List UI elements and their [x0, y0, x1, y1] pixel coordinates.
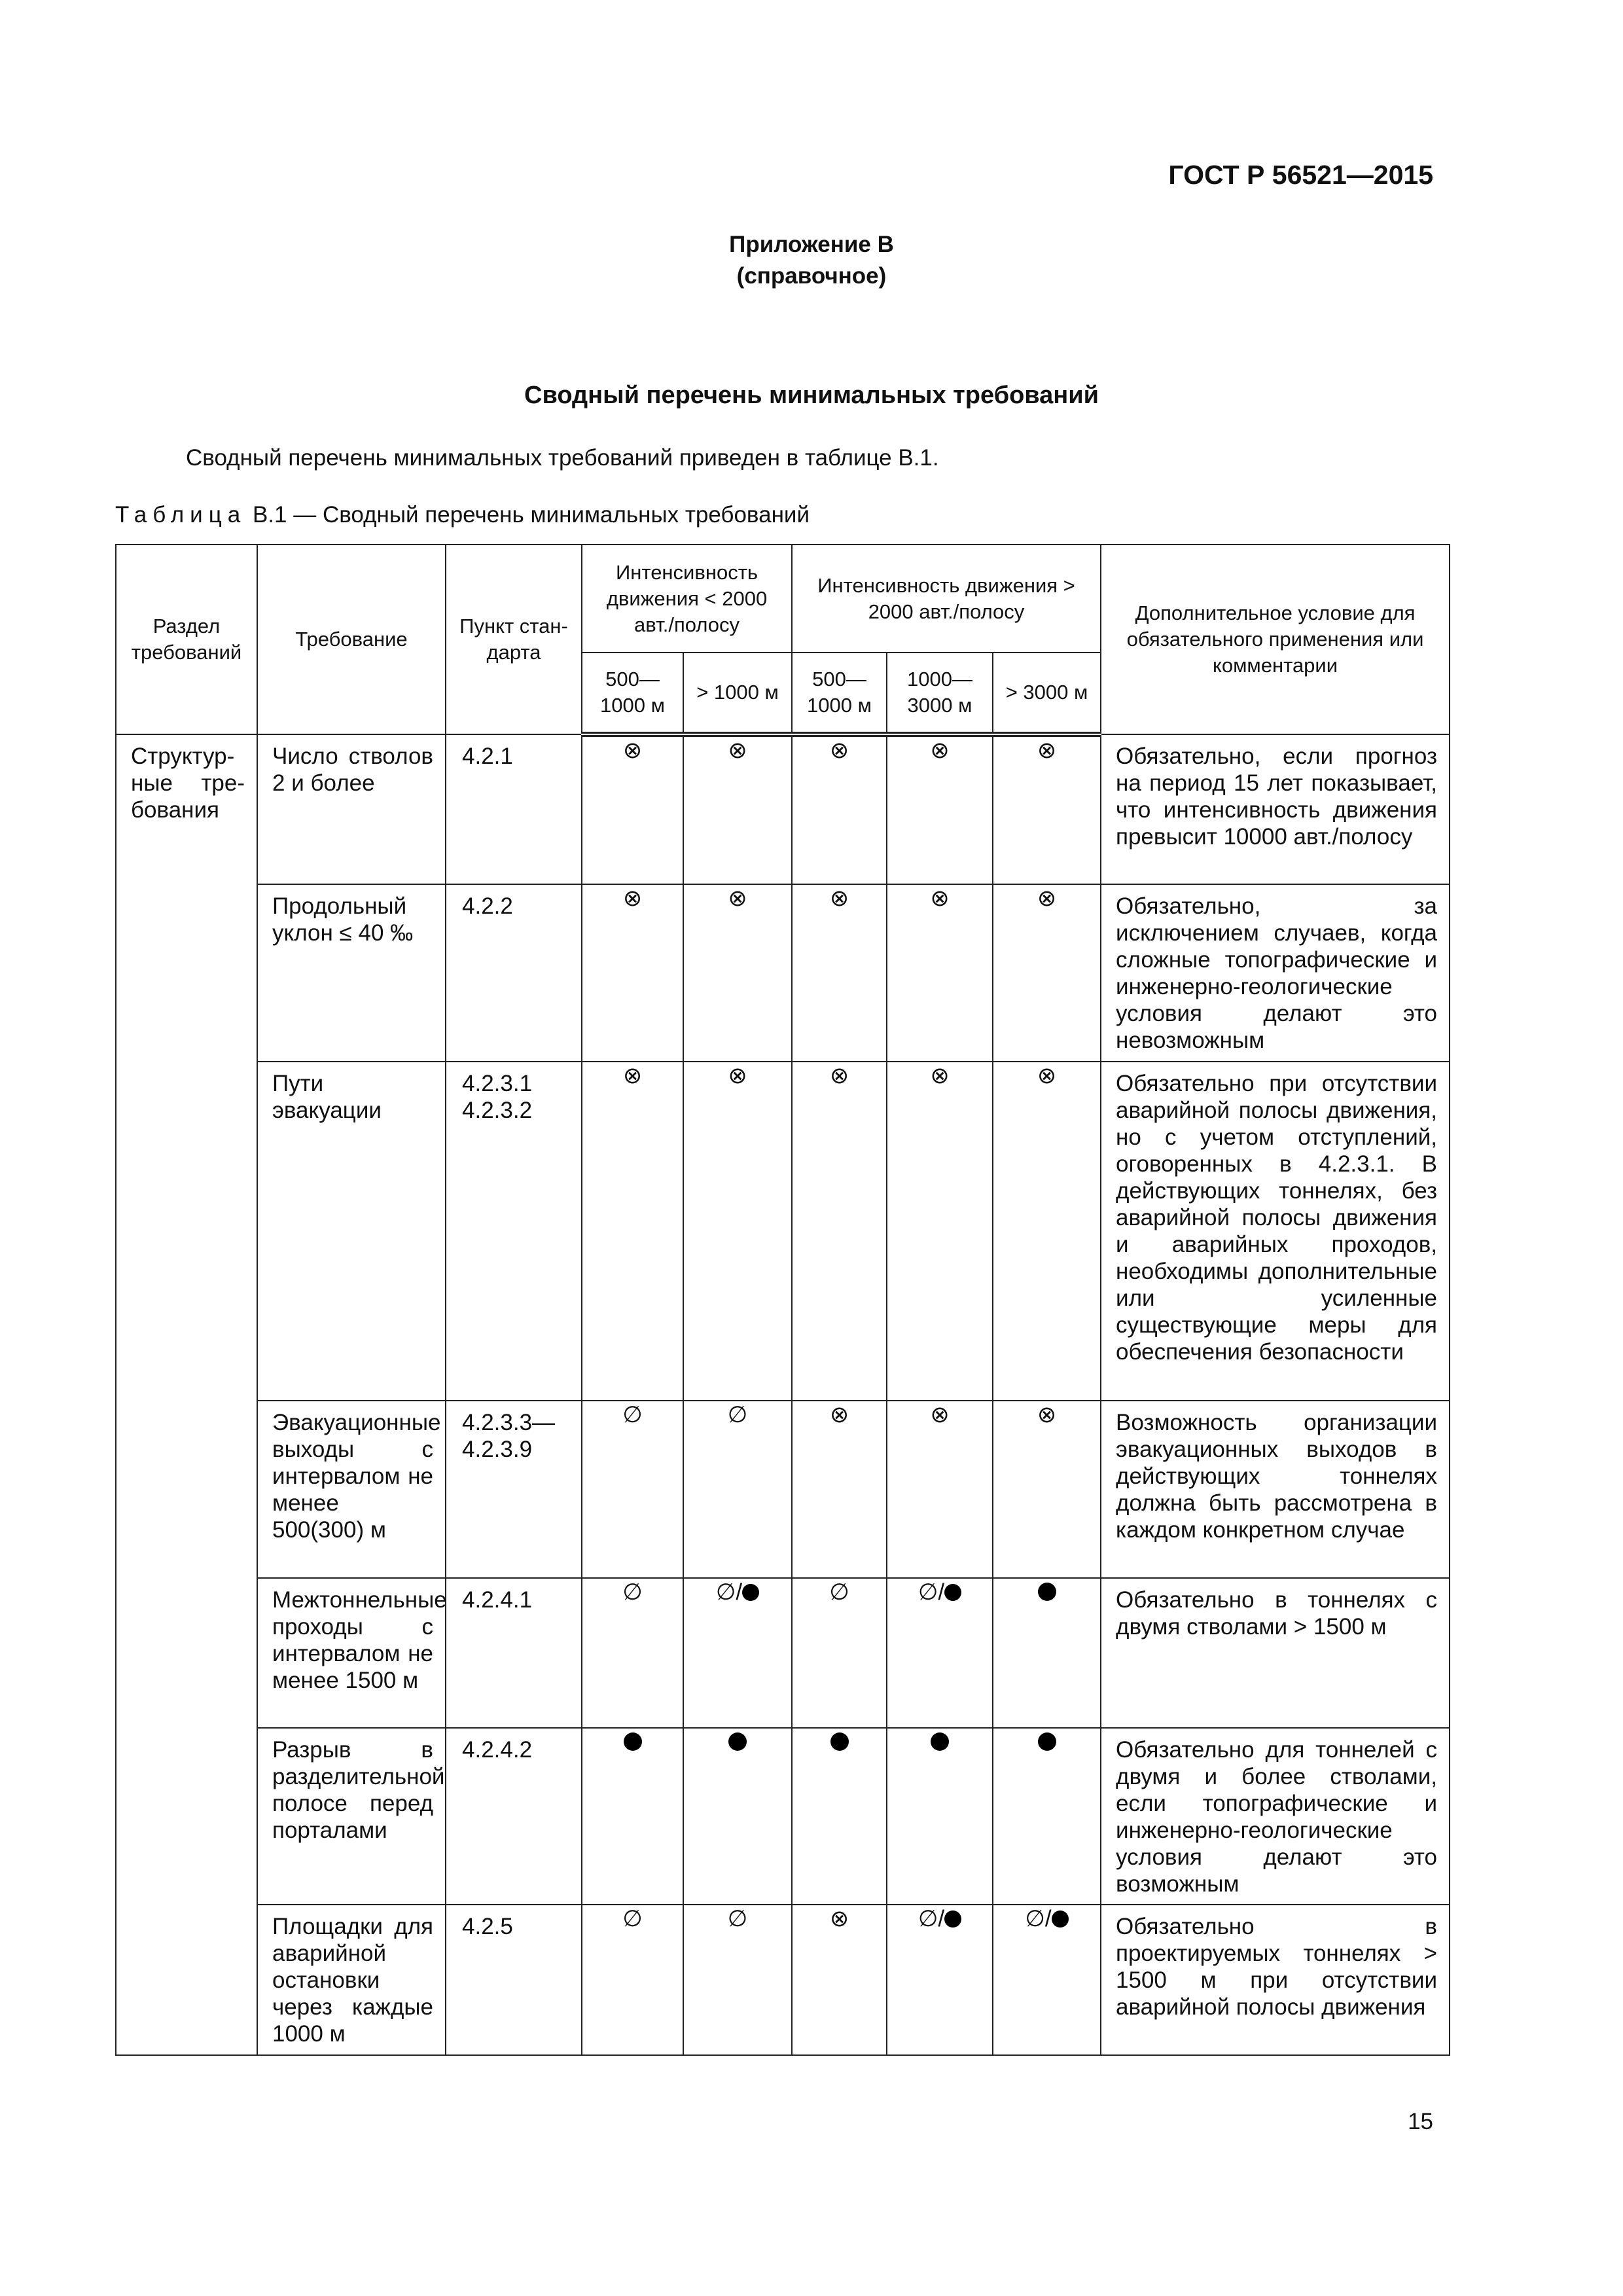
- clause-cell: [446, 1062, 582, 1401]
- requirement-text: Продольный уклон ≤ 40 ‰: [272, 893, 414, 946]
- page-number: 15: [1408, 2109, 1433, 2134]
- empty-set-icon: ∅/: [1025, 1906, 1052, 1931]
- circled-times-icon: ⊗: [622, 886, 643, 911]
- mark-cell: [792, 1905, 887, 2055]
- circled-times-icon: ⊗: [1037, 886, 1057, 911]
- requirement-cell: [257, 1728, 446, 1905]
- filled-circle-icon: [944, 1584, 961, 1601]
- filled-circle-icon: [624, 1732, 642, 1751]
- mark-cell: [683, 1578, 792, 1728]
- comment-cell: [1101, 1728, 1450, 1905]
- clause-cell: [446, 1578, 582, 1728]
- table-row: [116, 1578, 1450, 1728]
- comment-text: Обязательно для тоннелей с двумя и более стволами, если топографические и инженерно-геологические условия делают это возможным: [1116, 1737, 1438, 1897]
- table-caption-label: Таблица: [115, 502, 247, 528]
- circled-times-icon: ⊗: [829, 1906, 849, 1931]
- mark-cell: [993, 1401, 1101, 1578]
- comment-text: Обязательно, если прогноз на период 15 лет показывает, что интенсивность движения превысит 10000 авт./полосу: [1116, 744, 1438, 850]
- clause-cell: [446, 884, 582, 1062]
- section-cell: [116, 734, 257, 2055]
- mark-cell: [993, 1062, 1101, 1401]
- circled-times-icon: ⊗: [1037, 1402, 1057, 1427]
- requirement-cell: [257, 734, 446, 884]
- requirement-cell: [257, 1401, 446, 1578]
- comment-cell: [1101, 1578, 1450, 1728]
- requirement-cell: [257, 884, 446, 1062]
- circled-times-icon: ⊗: [930, 1402, 950, 1427]
- clause-text: 4.2.4.1: [462, 1587, 533, 1613]
- filled-circle-icon: [1052, 1910, 1069, 1928]
- comment-text: Возможность организации эвакуационных выходов в действующих тоннелях должна быть рассмотрена в каждом конкретном случае: [1116, 1410, 1438, 1543]
- header-section: Раздел требований: [116, 545, 257, 734]
- empty-set-icon: ∅: [727, 1402, 748, 1427]
- circled-times-icon: ⊗: [829, 1402, 849, 1427]
- filled-circle-icon: [1038, 1732, 1056, 1751]
- table-row: [116, 884, 1450, 1062]
- filled-circle-icon: [728, 1732, 747, 1751]
- empty-set-icon: ∅: [622, 1402, 643, 1427]
- requirement-text: Межтоннельные проходы с интервалом не менее 1500 м: [272, 1587, 447, 1693]
- clause-text: 4.2.2: [462, 893, 513, 919]
- mark-cell: [582, 1728, 683, 1905]
- appendix-heading: [0, 229, 1623, 292]
- clause-text: 4.2.3.3— 4.2.3.9: [462, 1410, 556, 1462]
- filled-circle-icon: [1038, 1583, 1056, 1601]
- requirement-text: Число стволов 2 и более: [272, 744, 433, 796]
- appendix-subtitle: (справочное): [736, 263, 887, 289]
- mark-cell: [993, 1905, 1101, 2055]
- table-row: [116, 1401, 1450, 1578]
- header-length-over-1000: > 1000 м: [683, 653, 792, 734]
- header-length-1000-3000: 1000—3000 м: [887, 653, 993, 734]
- header-requirement: Требование: [257, 545, 446, 734]
- mark-cell: [887, 1728, 993, 1905]
- requirement-cell: [257, 1062, 446, 1401]
- mark-cell: [683, 734, 792, 884]
- filled-circle-icon: [944, 1910, 961, 1928]
- requirement-text: Эвакуационные выходы с интервалом не менее 500(300) м: [272, 1410, 441, 1543]
- mark-cell: [887, 884, 993, 1062]
- circled-times-icon: ⊗: [1037, 738, 1057, 763]
- mark-cell: [887, 1578, 993, 1728]
- mark-cell: [792, 1062, 887, 1401]
- requirement-cell: [257, 1905, 446, 2055]
- circled-times-icon: ⊗: [622, 738, 643, 763]
- header-intensity-high: Интенсивность движения > 2000 авт./полосу: [792, 545, 1101, 653]
- comment-text: Обязательно в тоннелях с двумя стволами > 1500 м: [1116, 1587, 1438, 1640]
- comment-cell: [1101, 734, 1450, 884]
- mark-cell: [582, 1578, 683, 1728]
- circled-times-icon: ⊗: [622, 1063, 643, 1088]
- circled-times-icon: ⊗: [728, 886, 747, 911]
- filled-circle-icon: [830, 1732, 849, 1751]
- mark-cell: [683, 1401, 792, 1578]
- empty-set-icon: ∅: [829, 1579, 849, 1605]
- appendix-title: Приложение В: [729, 232, 894, 257]
- mark-cell: [683, 1728, 792, 1905]
- mark-cell: [792, 1401, 887, 1578]
- mark-cell: [792, 1578, 887, 1728]
- empty-set-icon: ∅: [622, 1906, 643, 1931]
- mark-cell: [792, 734, 887, 884]
- header-comment: Дополнительное условие для обязательного применения или комментарии: [1101, 545, 1450, 734]
- mark-cell: [887, 734, 993, 884]
- table-caption: [115, 502, 810, 528]
- table-caption-text: В.1 — Сводный перечень минимальных требований: [246, 502, 810, 528]
- empty-set-icon: ∅: [727, 1906, 748, 1931]
- header-length-500-1000-low: 500—1000 м: [582, 653, 683, 734]
- mark-cell: [993, 1578, 1101, 1728]
- circled-times-icon: ⊗: [930, 738, 950, 763]
- header-intensity-low: Интенсивность движения < 2000 авт./полосу: [582, 545, 792, 653]
- clause-text: 4.2.1: [462, 744, 513, 769]
- header-clause: Пункт стан-дарта: [446, 545, 582, 734]
- filled-circle-icon: [931, 1732, 949, 1751]
- requirement-cell: [257, 1578, 446, 1728]
- mark-cell: [993, 1728, 1101, 1905]
- mark-cell: [582, 1905, 683, 2055]
- circled-times-icon: ⊗: [930, 1063, 950, 1088]
- mark-cell: [792, 1728, 887, 1905]
- requirement-text: Площадки для аварийной остановки через каждые 1000 м: [272, 1914, 433, 2047]
- circled-times-icon: ⊗: [728, 738, 747, 763]
- table-row: [116, 1062, 1450, 1401]
- empty-set-icon: ∅: [622, 1579, 643, 1605]
- mark-cell: [683, 1062, 792, 1401]
- empty-set-icon: ∅/: [918, 1579, 945, 1605]
- requirement-text: Пути эвакуации: [272, 1071, 382, 1123]
- mark-cell: [683, 1905, 792, 2055]
- empty-set-icon: ∅/: [918, 1906, 945, 1931]
- circled-times-icon: ⊗: [930, 886, 950, 911]
- clause-cell: [446, 734, 582, 884]
- requirements-table: [115, 544, 1450, 2056]
- mark-cell: [993, 884, 1101, 1062]
- intro-paragraph: Сводный перечень минимальных требований приведен в таблице В.1.: [186, 445, 939, 471]
- comment-text: Обязательно в проектируемых тоннелях > 1500 м при отсутствии аварийной полосы движения: [1116, 1914, 1438, 2020]
- filled-circle-icon: [742, 1584, 759, 1601]
- table-row: [116, 734, 1450, 884]
- circled-times-icon: ⊗: [829, 1063, 849, 1088]
- mark-cell: [993, 734, 1101, 884]
- clause-cell: [446, 1728, 582, 1905]
- clause-text: 4.2.5: [462, 1914, 513, 1939]
- comment-text: Обязательно, за исключением случаев, когда сложные топографические и инженерно-геологические условия делают это невозможным: [1116, 893, 1438, 1053]
- circled-times-icon: ⊗: [1037, 1063, 1057, 1088]
- clause-cell: [446, 1401, 582, 1578]
- section-heading: Сводный перечень минимальных требований: [524, 382, 1099, 409]
- mark-cell: [887, 1905, 993, 2055]
- section-name: Структур-ные тре-бования: [131, 744, 245, 823]
- empty-set-icon: ∅/: [715, 1579, 743, 1605]
- circled-times-icon: ⊗: [829, 738, 849, 763]
- circled-times-icon: ⊗: [829, 886, 849, 911]
- comment-cell: [1101, 884, 1450, 1062]
- mark-cell: [582, 1062, 683, 1401]
- requirement-text: Разрыв в разделительной полосе перед порталами: [272, 1737, 445, 1843]
- clause-text: 4.2.4.2: [462, 1737, 533, 1763]
- mark-cell: [887, 1062, 993, 1401]
- document-code: ГОСТ Р 56521—2015: [1168, 160, 1433, 190]
- mark-cell: [582, 884, 683, 1062]
- circled-times-icon: ⊗: [728, 1063, 747, 1088]
- comment-text: Обязательно при отсутствии аварийной полосы движения, но с учетом отступлений, оговоренных в 4.2.3.1. В действующих тоннелях, без аварийной полосы движения и аварийных проходов, необходимы дополнительные или усиленные существующие меры для обеспечения безопасности: [1116, 1071, 1438, 1365]
- comment-cell: [1101, 1401, 1450, 1578]
- mark-cell: [582, 734, 683, 884]
- clause-cell: [446, 1905, 582, 2055]
- mark-cell: [887, 1401, 993, 1578]
- comment-cell: [1101, 1905, 1450, 2055]
- header-length-over-3000: > 3000 м: [993, 653, 1101, 734]
- table-row: [116, 1728, 1450, 1905]
- table-row: [116, 1905, 1450, 2055]
- mark-cell: [582, 1401, 683, 1578]
- mark-cell: [792, 884, 887, 1062]
- mark-cell: [683, 884, 792, 1062]
- header-length-500-1000-high: 500—1000 м: [792, 653, 887, 734]
- comment-cell: [1101, 1062, 1450, 1401]
- clause-text: 4.2.3.1 4.2.3.2: [462, 1071, 533, 1123]
